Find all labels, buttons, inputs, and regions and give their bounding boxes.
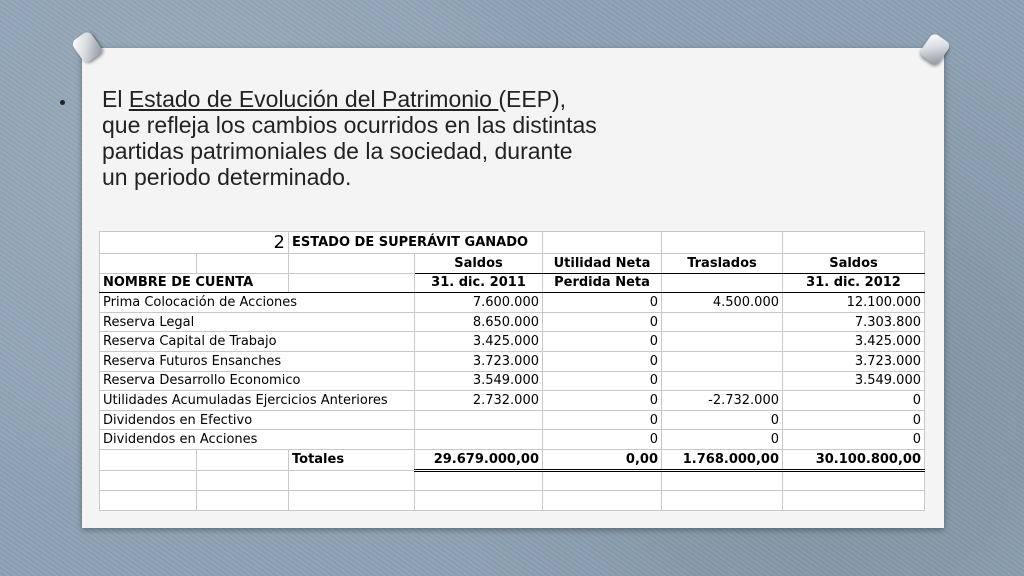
header-date-2012: 31. dic. 2012 <box>783 273 925 293</box>
cell-saldo-2012: 3.425.000 <box>783 332 925 352</box>
cell-utilidad: 0 <box>543 351 662 371</box>
table-row <box>100 371 925 391</box>
pushpin-icon <box>918 32 952 66</box>
account-name: Dividendos en Efectivo <box>100 410 415 430</box>
cell-saldo-2011 <box>415 430 543 450</box>
cell-saldo-2011: 3.549.000 <box>415 371 543 391</box>
header-traslados: Traslados <box>662 254 783 274</box>
table-row <box>100 430 925 450</box>
cell-traslados <box>662 351 783 371</box>
cell-utilidad: 0 <box>543 332 662 352</box>
header-utilidad-neta: Utilidad Neta <box>543 254 662 274</box>
cell-utilidad: 0 <box>543 410 662 430</box>
total-utilidad: 0,00 <box>543 449 662 470</box>
cell-saldo-2012: 3.723.000 <box>783 351 925 371</box>
cell-saldo-2011: 2.732.000 <box>415 391 543 411</box>
cell-utilidad: 0 <box>543 371 662 391</box>
eep-link[interactable]: Estado de Evolución del Patrimonio <box>128 86 499 112</box>
cell-saldo-2012: 7.303.800 <box>783 312 925 332</box>
cell-saldo-2011: 3.723.000 <box>415 351 543 371</box>
bullet-line3: partidas patrimoniales de la sociedad, durante <box>102 138 573 164</box>
account-name: Reserva Desarrollo Economico <box>100 371 415 391</box>
bullet-line1-rest: (EEP), <box>498 86 567 112</box>
account-name: Utilidades Acumuladas Ejercicios Anteriores <box>100 391 415 411</box>
cell-saldo-2011: 3.425.000 <box>415 332 543 352</box>
header-row-1 <box>100 254 925 274</box>
bullet-line4: un periodo determinado. <box>102 164 352 190</box>
cell-utilidad: 0 <box>543 430 662 450</box>
bullet-prefix: El <box>102 86 129 112</box>
table-row <box>100 312 925 332</box>
bullet-dot <box>60 100 65 105</box>
account-name: Reserva Capital de Trabajo <box>100 332 415 352</box>
cell-saldo-2011: 7.600.000 <box>415 293 543 313</box>
cell-utilidad: 0 <box>543 391 662 411</box>
cell-saldo-2012: 0 <box>783 430 925 450</box>
cell-utilidad: 0 <box>543 293 662 313</box>
table-row <box>100 332 925 352</box>
superavit-table <box>99 231 925 511</box>
cell-saldo-2012: 12.100.000 <box>783 293 925 313</box>
totals-row <box>100 449 925 470</box>
table-row <box>100 293 925 313</box>
cell-traslados: 0 <box>662 430 783 450</box>
table-row <box>100 351 925 371</box>
account-name: Reserva Futuros Ensanches <box>100 351 415 371</box>
header-traslados-sub <box>662 273 783 293</box>
header-saldos-2012: Saldos <box>783 254 925 274</box>
bullet-paragraph <box>102 86 662 190</box>
pushpin-icon <box>70 30 104 64</box>
table-row <box>100 410 925 430</box>
header-row-2 <box>100 273 925 293</box>
cell-traslados <box>662 332 783 352</box>
cell-traslados: -2.732.000 <box>662 391 783 411</box>
cell-utilidad: 0 <box>543 312 662 332</box>
cell-saldo-2012: 3.549.000 <box>783 371 925 391</box>
cell-saldo-2011: 8.650.000 <box>415 312 543 332</box>
totals-label: Totales <box>289 449 415 470</box>
total-traslados: 1.768.000,00 <box>662 449 783 470</box>
cell-saldo-2012: 0 <box>783 391 925 411</box>
cell-traslados <box>662 312 783 332</box>
header-saldos-2011: Saldos <box>415 254 543 274</box>
total-saldo-2011: 29.679.000,00 <box>415 449 543 470</box>
cell-traslados: 0 <box>662 410 783 430</box>
account-name: Dividendos en Acciones <box>100 430 415 450</box>
empty-row <box>100 470 925 491</box>
cell-traslados <box>662 371 783 391</box>
bullet-line2: que refleja los cambios ocurridos en las distintas <box>102 112 597 138</box>
cell-traslados: 4.500.000 <box>662 293 783 313</box>
header-date-2011: 31. dic. 2011 <box>415 273 543 293</box>
header-perdida-neta: Perdida Neta <box>543 273 662 293</box>
table-title-row <box>100 232 925 254</box>
total-saldo-2012: 30.100.800,00 <box>783 449 925 470</box>
account-name: Reserva Legal <box>100 312 415 332</box>
table-row <box>100 391 925 411</box>
cell-saldo-2012: 0 <box>783 410 925 430</box>
account-name: Prima Colocación de Acciones <box>100 293 415 313</box>
empty-row <box>100 491 925 511</box>
cell-saldo-2011 <box>415 410 543 430</box>
header-account-name: NOMBRE DE CUENTA <box>100 273 289 293</box>
table-title: ESTADO DE SUPERÁVIT GANADO <box>289 232 543 254</box>
table-number: 2 <box>100 232 289 254</box>
